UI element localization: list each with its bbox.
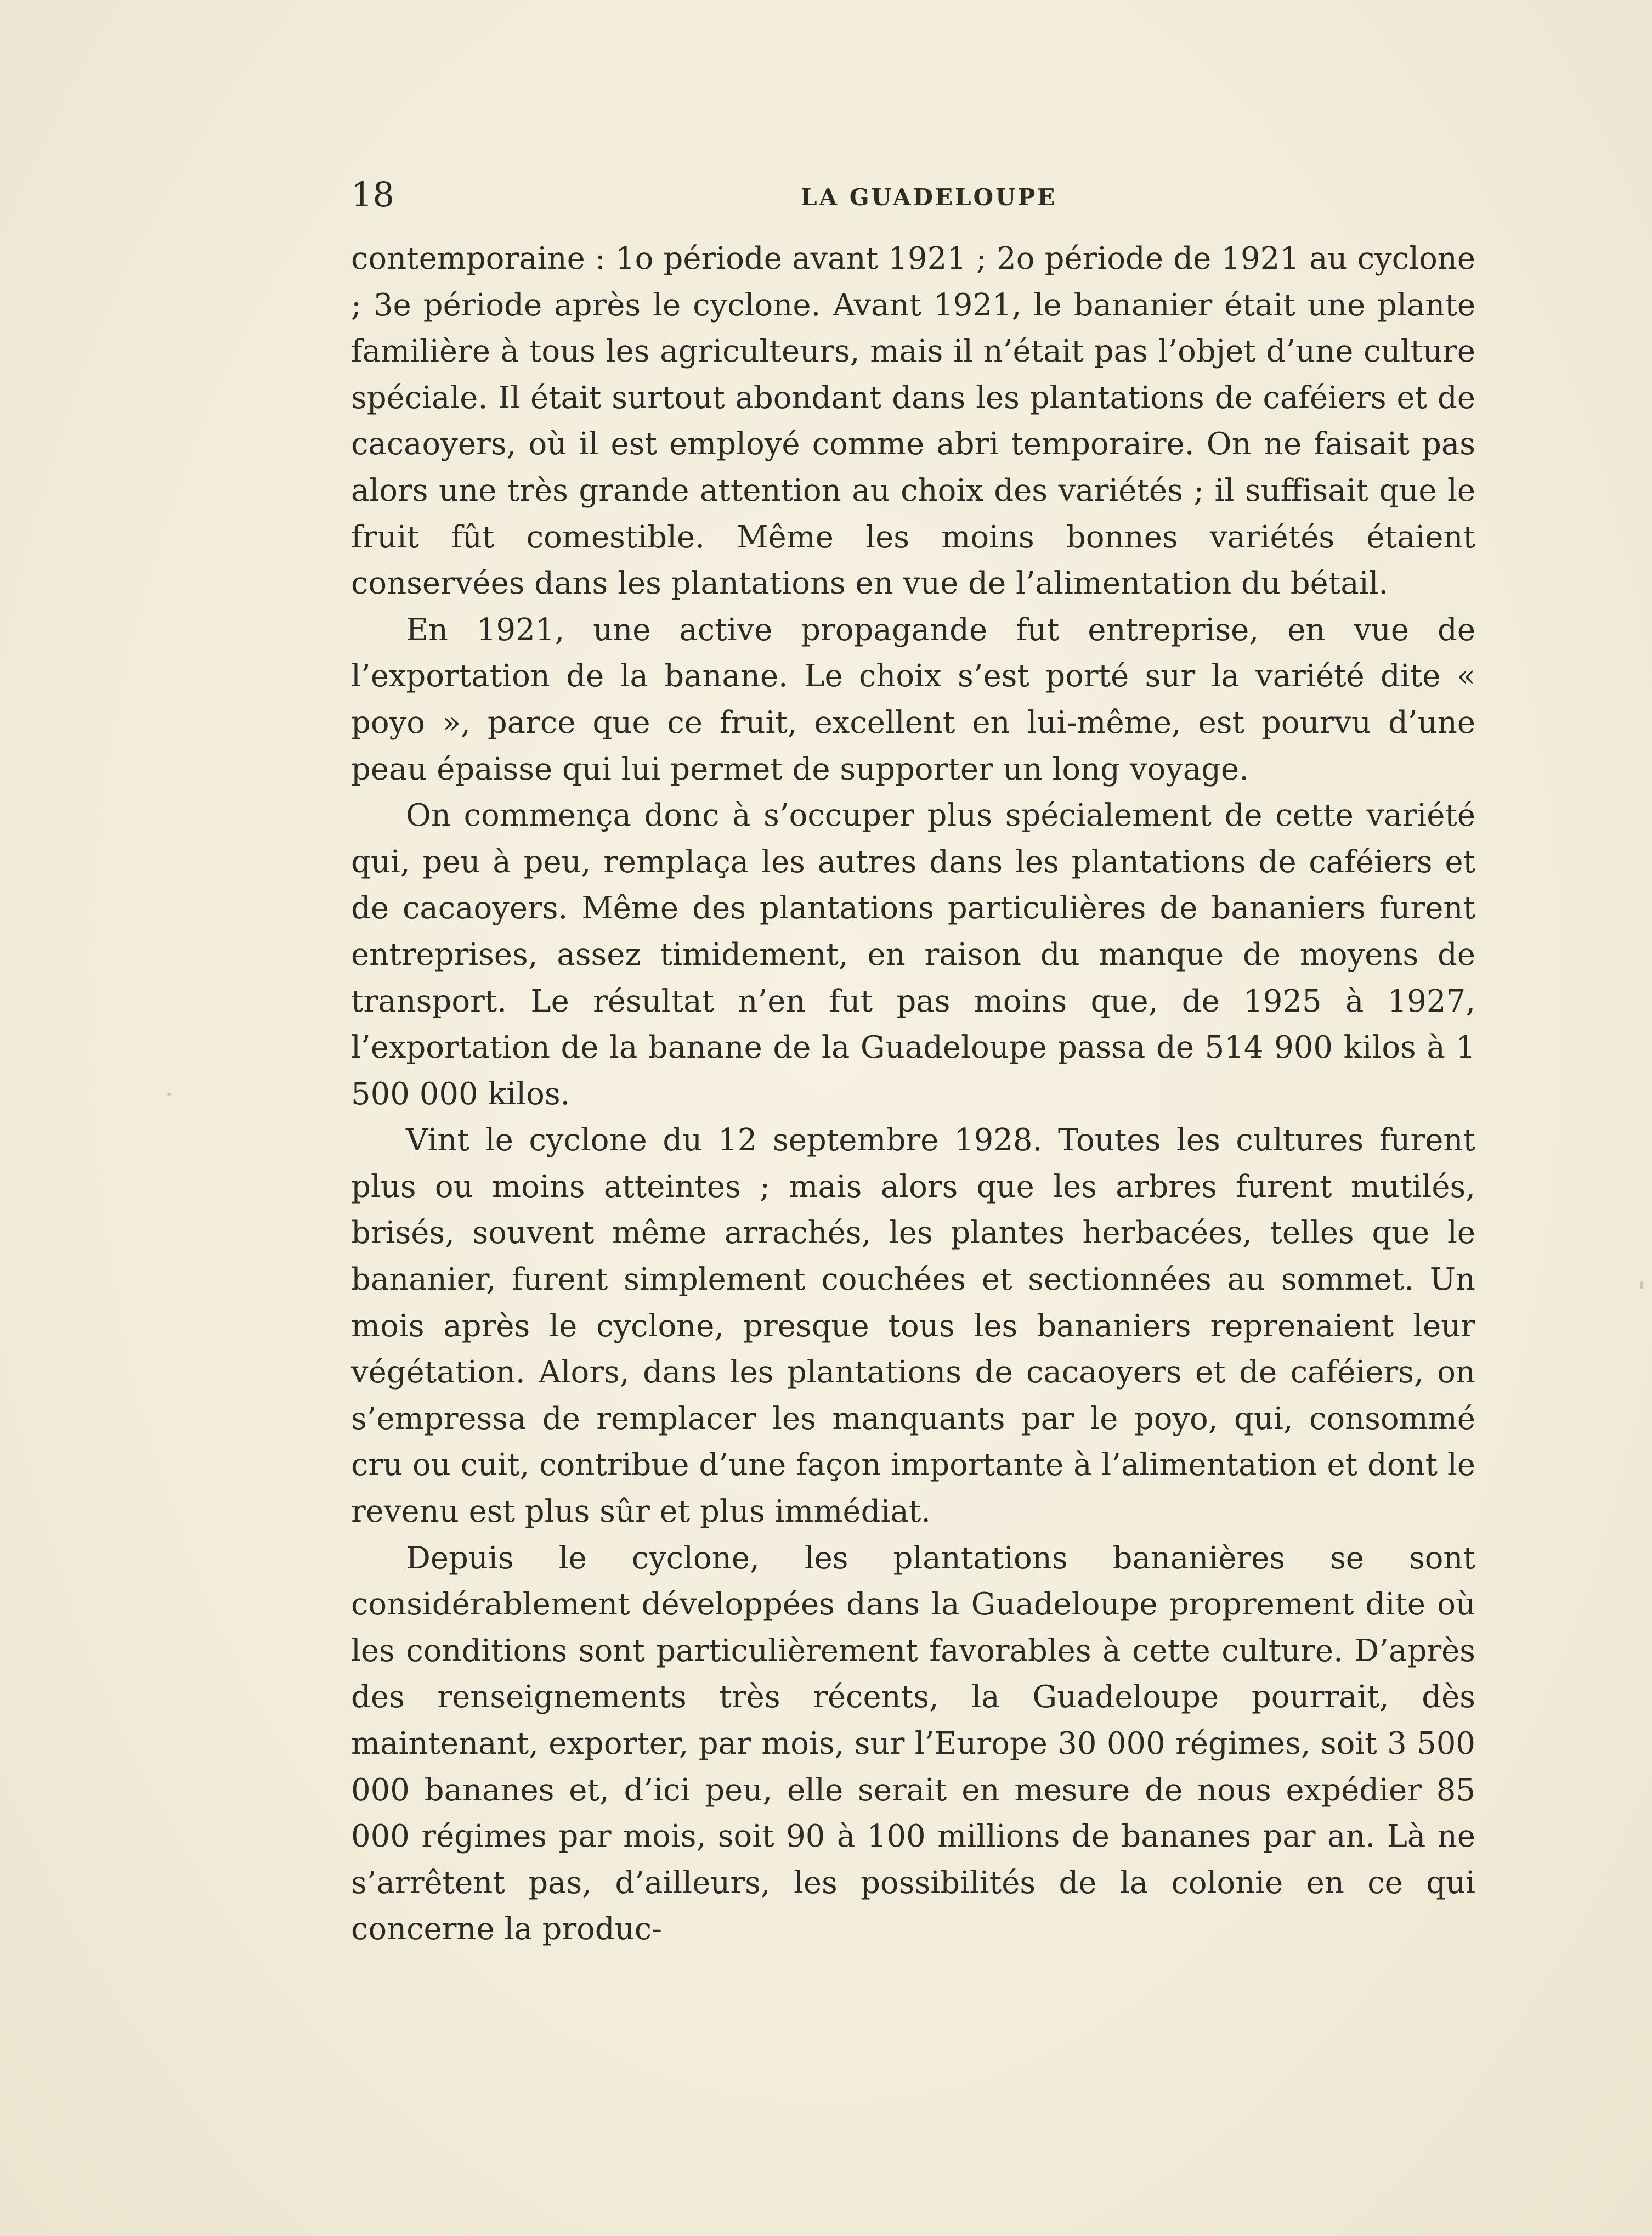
paragraph-1921-propaganda: En 1921, une active propagande fut entreprise, en vue de l’exportation de la banane. Le choix s’est porté sur la variété dite « poyo », parce que ce fruit, excellent en lui-même, est pourvu d’une peau épaisse qui lui permet de supporter un long voyage. [351,612,1475,787]
paper-speck [167,1093,171,1096]
paper-speck [1640,1281,1643,1289]
page-number: 18 [351,174,394,214]
paragraph-after-cyclone: Depuis le cyclone, les plantations bananières se sont considérablement développées dans la Guadeloupe proprement dite où les conditions sont particulièrement favorables à cette culture. D’après des renseignements très récents, la Guadeloupe pourrait, dès maintenant, exporter, par mois, sur l’Europe 30 000 régimes, soit 3 500 000 bananes et, d’ici peu, elle serait en mesure de nous expédier 85 000 régimes par mois, soit 90 à 100 millions de bananes par an. Là ne s’arrêtent pas, d’ailleurs, les possibilités de la colonie en ce qui concerne la produc- [351,1540,1475,1947]
body-text [351,236,1475,1953]
paragraph-cyclone-1928: Vint le cyclone du 12 septembre 1928. Toutes les cultures furent plus ou moins atteintes ; mais alors que les arbres furent mutilés, brisés, souvent même arrachés, les plantes herbacées, telles que le bananier, furent simplement couchées et sectionnées au sommet. Un mois après le cyclone, presque tous les bananiers reprenaient leur végétation. Alors, dans les plantations de cacaoyers et de caféiers, on s’empressa de remplacer les manquants par le poyo, qui, consommé cru ou cuit, contribue d’une façon importante à l’alimentation et dont le revenu est plus sûr et plus immédiat. [351,1122,1475,1530]
running-head: LA GUADELOUPE [801,184,1057,211]
page-header [351,165,1481,225]
paragraph-poyo-variety: On commença donc à s’occuper plus spécialement de cette variété qui, peu à peu, remplaça les autres dans les plantations de caféiers et de cacaoyers. Même des plantations particulières de bananiers furent entreprises, assez timidement, en raison du manque de moyens de transport. Le résultat n’en fut pas moins que, de 1925 à 1927, l’exportation de la banane de la Guadeloupe passa de 514 900 kilos à 1 500 000 kilos. [351,798,1475,1112]
paragraph-continuation: contemporaine : 1o période avant 1921 ; 2o période de 1921 au cyclone ; 3e période après le cyclone. Avant 1921, le bananier était une plante familière à tous les agriculteurs, mais il n’était pas l’objet d’une culture spéciale. Il était surtout abondant dans les plantations de caféiers et de cacaoyers, où il est employé comme abri temporaire. On ne faisait pas alors une très grande attention au choix des variétés ; il suffisait que le fruit fût comestible. Même les moins bonnes variétés étaient conservées dans les plantations en vue de l’alimentation du bétail. [351,241,1475,602]
